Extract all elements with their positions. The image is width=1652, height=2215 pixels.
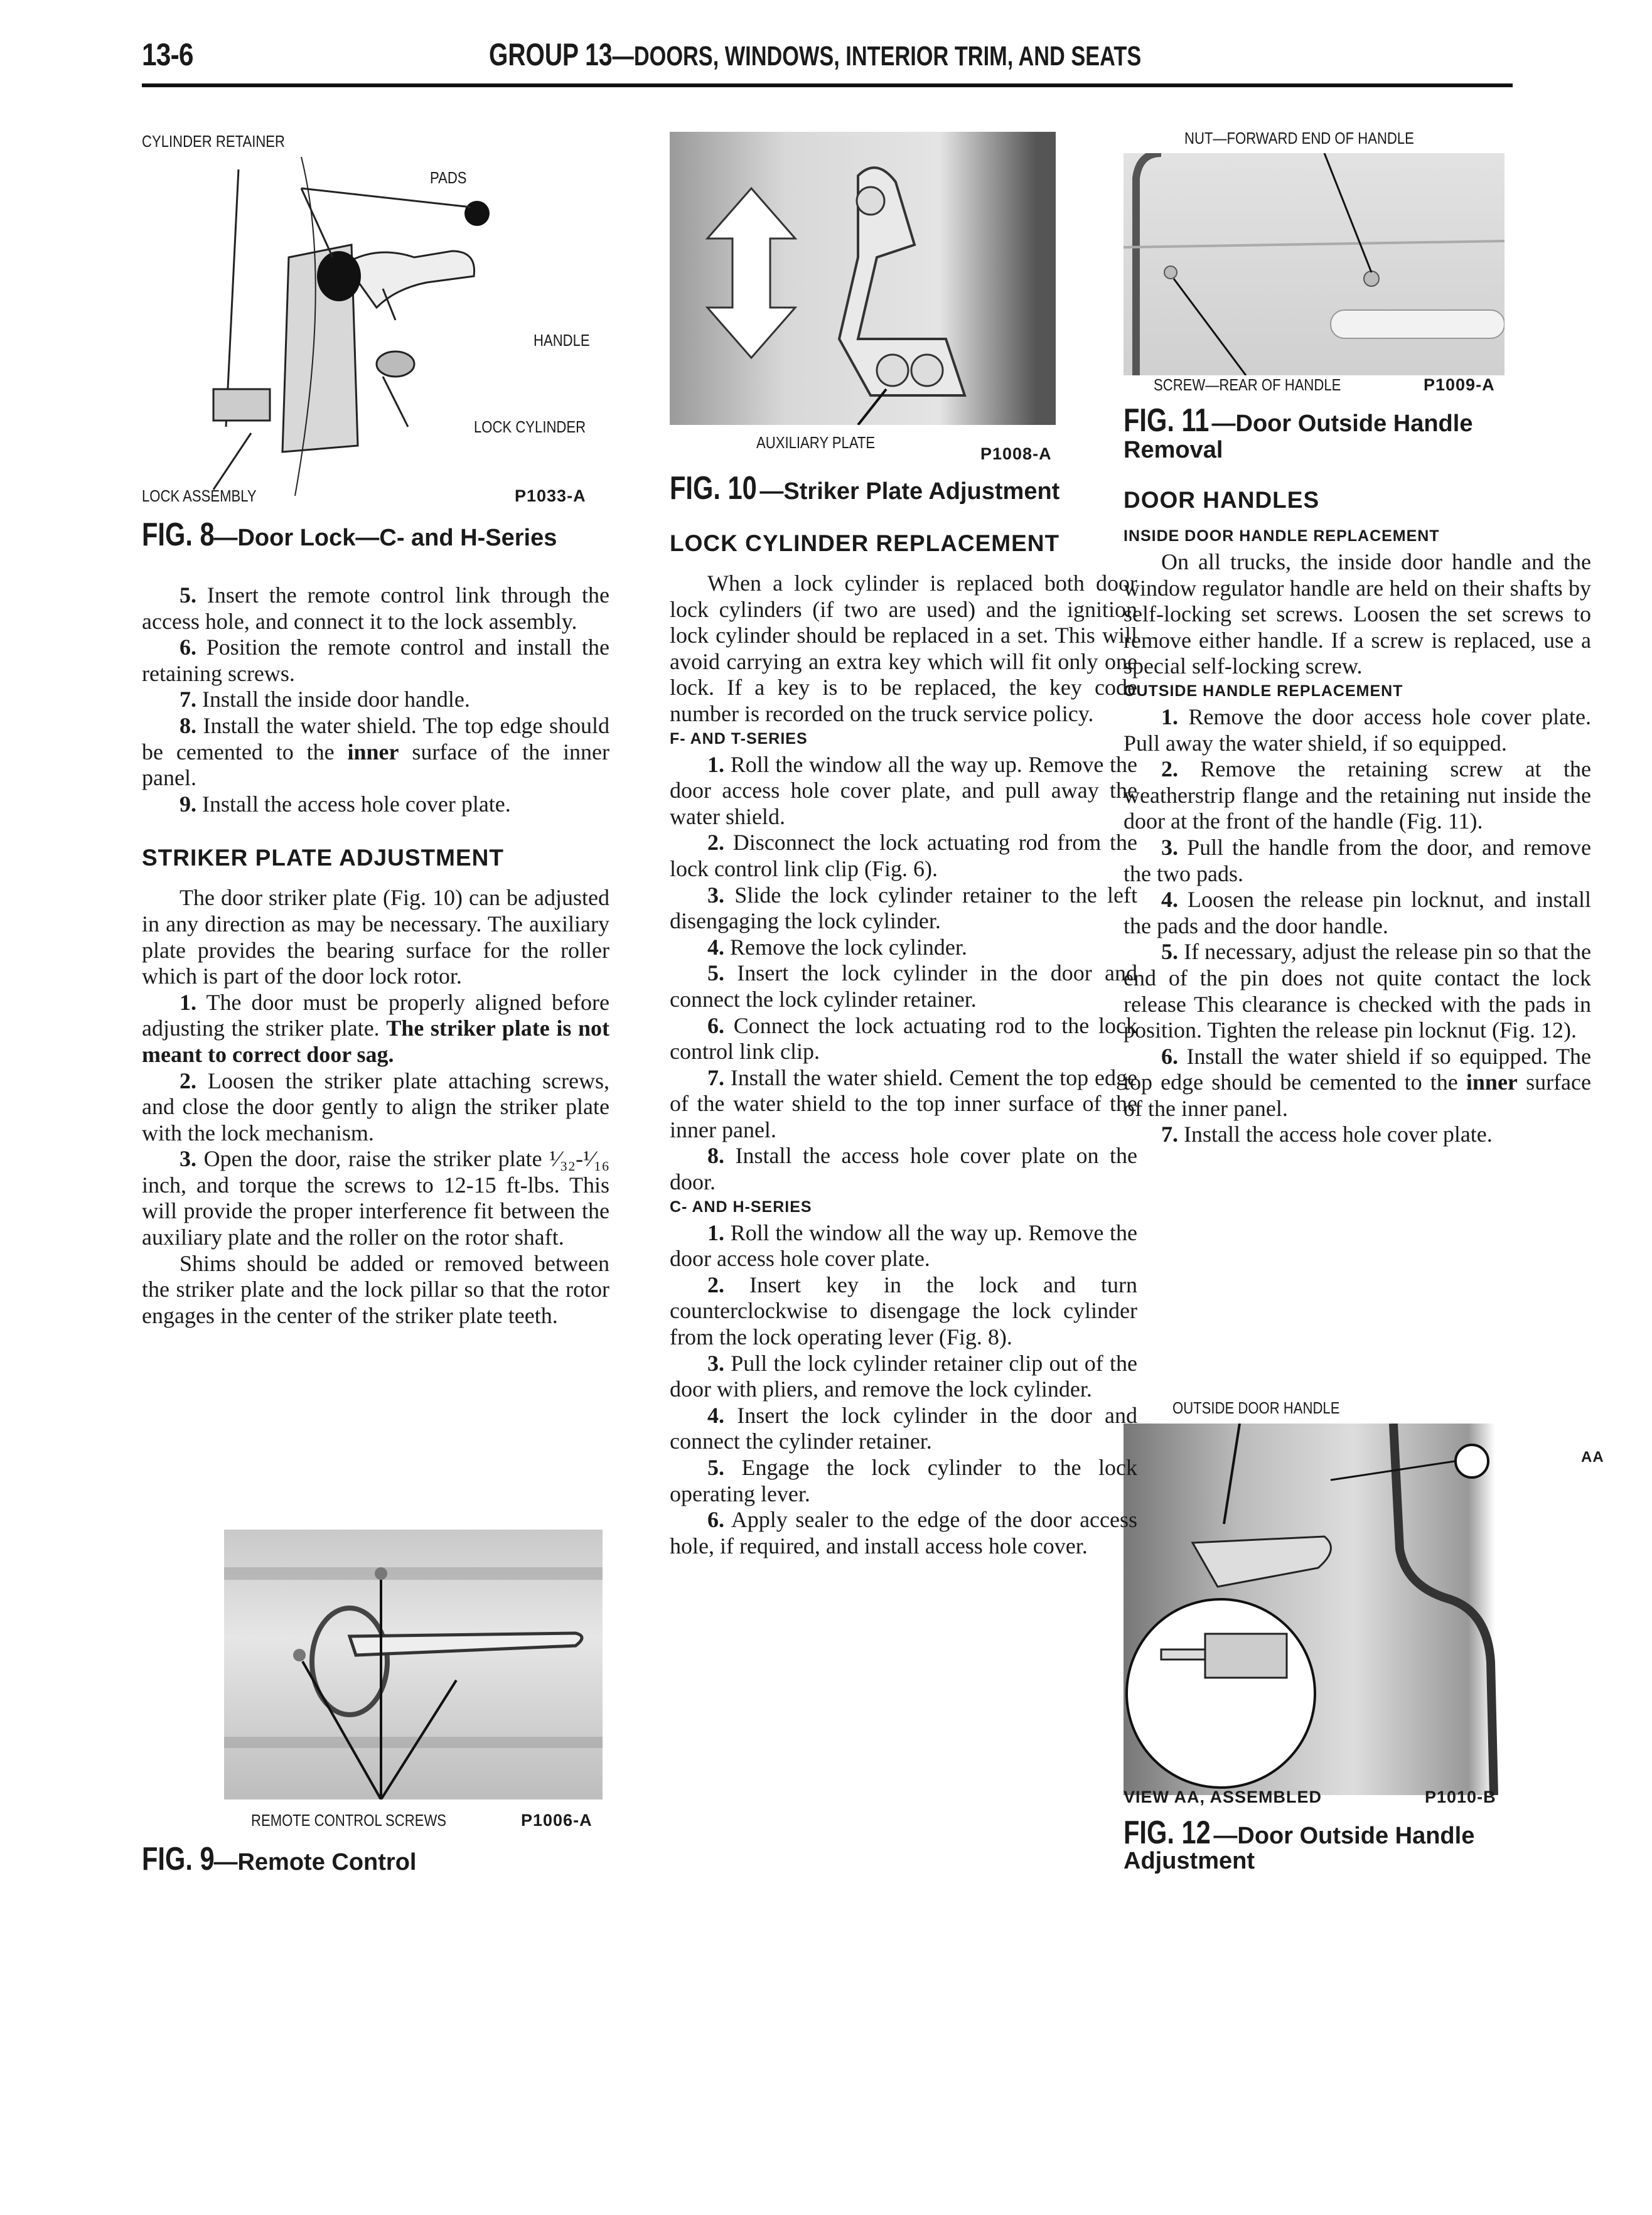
- figure-8-illustration: [188, 157, 603, 496]
- paragraph-text: Insert the remote control link through the access hole, and connect it to the lock assembly.: [142, 582, 610, 634]
- paragraph-text: Install the water shield. Cement the top edge of the water shield to the top inner surface of the inner panel.: [670, 1065, 1138, 1142]
- figure-code: P1006-A: [521, 1811, 593, 1830]
- paragraph-text: Slide the lock cylinder retainer to the left disengaging the lock cylinder.: [670, 882, 1137, 934]
- section-heading: LOCK CYLINDER REPLACEMENT: [670, 530, 1060, 556]
- step-number: 8.: [707, 1143, 724, 1169]
- step-number: 7.: [180, 687, 196, 712]
- label-auxiliary-plate: AUXILIARY PLATE: [756, 433, 876, 452]
- paragraph-text: Install the access hole cover plate.: [1184, 1122, 1493, 1147]
- paragraph: [142, 582, 609, 635]
- label-handle: HANDLE: [534, 331, 590, 350]
- figure-9-caption: [142, 1840, 416, 1878]
- label-nut-forward-end: NUT—FORWARD END OF HANDLE: [1184, 129, 1414, 147]
- label-lock-cylinder: LOCK CYLINDER: [474, 417, 586, 436]
- header-rule: [142, 83, 1513, 87]
- figure-12-caption-line2: [1124, 1848, 1255, 1875]
- paragraph-text: The door must be properly aligned before adjusting the striker plate.: [142, 989, 609, 1041]
- paragraph: [1124, 756, 1591, 835]
- paragraph-text: Loosen the striker plate attaching screws, and close the door gently to align the striker plate with the lock mechanism.: [142, 1068, 610, 1145]
- paragraph: [142, 1068, 609, 1147]
- group-title: —DOORS, WINDOWS, INTERIOR TRIM, AND SEATS: [612, 41, 1142, 72]
- paragraph: [670, 1403, 1137, 1455]
- paragraph: [670, 1507, 1137, 1559]
- step-number: 3.: [1161, 834, 1178, 860]
- step-number: 7.: [1161, 1122, 1178, 1147]
- paragraph: [1124, 1122, 1591, 1148]
- figure-number: FIG. 10: [670, 470, 757, 507]
- paragraph: [670, 935, 1137, 961]
- paragraph-text: Open the door, raise the striker plate ¹⁄₃₂-¹⁄₁₆ inch, and torque the screws to 12-15 ft-lbs. This will provide the proper interference fit between the auxiliary plate and the roller on the rotor shaft.: [142, 1146, 610, 1250]
- step-number: 1.: [707, 1220, 724, 1245]
- subsection-heading: INSIDE DOOR HANDLE REPLACEMENT: [1124, 527, 1440, 545]
- label-screw-rear: SCREW—REAR OF HANDLE: [1154, 375, 1341, 394]
- paragraph: [1124, 1044, 1591, 1122]
- step-number: 2.: [707, 1272, 724, 1297]
- paragraph: [1124, 939, 1591, 1043]
- paragraph: [142, 687, 609, 713]
- paragraph: [670, 1351, 1137, 1403]
- step-number: 4.: [1161, 887, 1178, 913]
- emphasis-text: inner: [347, 739, 399, 764]
- paragraph-text: surface of the inner panel.: [1124, 1070, 1591, 1121]
- paragraph-text: On all trucks, the inside door handle and the window regulator handle are held on their shafts by self-locking set screws. Loosen the set screws to remove either handle. If a screw is replaced, use a special self-locking screw.: [1124, 549, 1591, 679]
- label-outside-door-handle: OUTSIDE DOOR HANDLE: [1172, 1398, 1340, 1417]
- subsection-heading: F- AND T-SERIES: [670, 729, 808, 748]
- paragraph-text: When a lock cylinder is replaced both door lock cylinders (if two are used) and the ignition lock cylinder should be replaced in a set. This will avoid carrying an extra key which will fit only one lock. If a key is to be replaced, the key code number is recorded on the truck service policy.: [670, 571, 1137, 726]
- paragraph-text: Install the access hole cover plate.: [202, 791, 511, 817]
- step-number: 8.: [180, 712, 196, 738]
- paragraph-text: Insert the lock cylinder in the door and connect the lock cylinder retainer.: [670, 960, 1138, 1012]
- figure-code: P1009-A: [1424, 375, 1495, 394]
- paragraph: [1124, 549, 1591, 680]
- step-number: 2.: [707, 830, 724, 855]
- figure-9-photo: [224, 1530, 603, 1799]
- figure-number: FIG. 8: [142, 517, 215, 553]
- paragraph-text: Roll the window all the way up. Remove the door access hole cover plate.: [670, 1220, 1138, 1272]
- step-number: 1.: [707, 751, 724, 777]
- step-number: 2.: [1161, 756, 1178, 782]
- subsection-heading: C- AND H-SERIES: [670, 1198, 812, 1216]
- paragraph: [670, 571, 1137, 727]
- figure-number: FIG. 9: [142, 1841, 215, 1877]
- paragraph-text: Apply sealer to the edge of the door access hole, if required, and install access hole cover.: [670, 1507, 1138, 1558]
- paragraph-text: If necessary, adjust the release pin so that the end of the pin does not quite contact the lock release This clearance is checked with the pads in position. Tighten the release pin locknut (Fig. 12).: [1124, 939, 1592, 1043]
- step-number: 5.: [180, 582, 196, 608]
- text-column-2: [670, 530, 1137, 1559]
- paragraph-text: Loosen the release pin locknut, and install the pads and the door handle.: [1124, 887, 1591, 938]
- paragraph: [670, 1065, 1137, 1144]
- paragraph: [142, 990, 609, 1068]
- step-number: 2.: [180, 1068, 196, 1093]
- step-number: 9.: [180, 791, 196, 817]
- figure-number: FIG. 12: [1124, 1815, 1211, 1851]
- paragraph-text: Pull the lock cylinder retainer clip out of the door with pliers, and remove the lock cylinder.: [670, 1350, 1137, 1402]
- paragraph-text: Insert the lock cylinder in the door and connect the cylinder retainer.: [670, 1402, 1138, 1454]
- figure-code: P1008-A: [980, 444, 1052, 463]
- figure-10-caption: [670, 469, 1059, 507]
- paragraph-text: Roll the window all the way up. Remove the door access hole cover plate, and pull away the water shield.: [670, 751, 1138, 829]
- paragraph-text: Install the water shield. The top edge should be cemented to the: [142, 712, 609, 764]
- label-aa: AA: [1581, 1449, 1604, 1466]
- step-number: 6.: [707, 1507, 724, 1533]
- paragraph-text: Remove the door access hole cover plate. Pull away the water shield, if so equipped.: [1124, 704, 1592, 756]
- paragraph: [1124, 704, 1591, 756]
- step-number: 1.: [1161, 704, 1178, 729]
- step-number: 4.: [707, 934, 724, 960]
- section-heading: DOOR HANDLES: [1124, 487, 1320, 513]
- label-cylinder-retainer: CYLINDER RETAINER: [142, 132, 285, 151]
- label-remote-control-screws: REMOTE CONTROL SCREWS: [251, 1811, 447, 1830]
- paragraph: [670, 1455, 1137, 1507]
- paragraph: [670, 1143, 1137, 1195]
- figure-10-photo: [670, 132, 1056, 425]
- page-number: 13-6: [142, 37, 193, 72]
- figure-code: P1033-A: [515, 486, 586, 505]
- figure-number: FIG. 11: [1124, 402, 1210, 439]
- paragraph: [670, 1013, 1137, 1065]
- paragraph: [670, 960, 1137, 1012]
- paragraph-text: Remove the retaining screw at the weatherstrip flange and the retaining nut inside the door at the front of the handle (Fig. 11).: [1124, 756, 1592, 834]
- section-heading: STRIKER PLATE ADJUSTMENT: [142, 845, 504, 871]
- text-column-1: [142, 582, 609, 1329]
- figure-11-caption-line2: [1124, 437, 1223, 464]
- step-number: 5.: [707, 1455, 724, 1480]
- figure-title: —Remote Control: [213, 1849, 417, 1875]
- figure-title: —Door Outside Handle: [1211, 410, 1473, 437]
- paragraph-text: Engage the lock cylinder to the lock operating lever.: [670, 1455, 1137, 1506]
- paragraph-text: Insert key in the lock and turn counterclockwise to disengage the lock cylinder from the lock operating lever (Fig. 8).: [670, 1272, 1137, 1350]
- label-lock-assembly: LOCK ASSEMBLY: [142, 486, 257, 505]
- label-view-aa: VIEW AA, ASSEMBLED: [1124, 1788, 1322, 1806]
- paragraph-text: surface of the inner panel.: [142, 739, 609, 791]
- figure-11-caption: [1124, 402, 1472, 439]
- step-number: 6.: [707, 1012, 724, 1038]
- figure-title: —Striker Plate Adjustment: [759, 478, 1060, 505]
- emphasis-text: inner: [1466, 1070, 1518, 1095]
- page-header: [489, 36, 1141, 73]
- figure-title: Removal: [1124, 437, 1223, 463]
- paragraph: [670, 830, 1137, 882]
- paragraph-text: Install the water shield if so equipped. The top edge should be cemented to the: [1124, 1043, 1591, 1095]
- figure-11-photo: [1124, 153, 1504, 375]
- figure-12-photo: [1124, 1424, 1506, 1795]
- figure-code: P1010-B: [1425, 1788, 1496, 1806]
- paragraph-text: Install the inside door handle.: [202, 687, 470, 712]
- paragraph-text: Connect the lock actuating rod to the lock control link clip.: [670, 1012, 1138, 1065]
- step-number: 6.: [180, 635, 196, 660]
- step-number: 3.: [180, 1146, 196, 1172]
- emphasis-text: The striker plate is not meant to correct door sag.: [142, 1016, 609, 1067]
- paragraph: [670, 882, 1137, 935]
- paragraph-text: The door striker plate (Fig. 10) can be adjusted in any direction as may be necessary. The auxiliary plate provides the bearing surface for the roller which is part of the door lock rotor.: [142, 885, 609, 989]
- paragraph-text: Install the access hole cover plate on the door.: [670, 1143, 1137, 1195]
- step-number: 5.: [1161, 939, 1178, 965]
- paragraph-text: Remove the lock cylinder.: [730, 934, 967, 960]
- paragraph-text: Shims should be added or removed between the striker plate and the lock pillar so that the rotor engages in the center of the striker plate teeth.: [142, 1250, 609, 1328]
- step-number: 3.: [707, 1350, 724, 1376]
- paragraph: [142, 1146, 609, 1250]
- paragraph: [142, 1251, 609, 1329]
- paragraph: [670, 1220, 1137, 1272]
- label-pads: PADS: [430, 168, 467, 187]
- paragraph: [142, 635, 609, 687]
- paragraph: [142, 713, 609, 791]
- figure-title: Adjustment: [1124, 1848, 1255, 1874]
- paragraph: [670, 1272, 1137, 1351]
- figure-title: —Door Lock—C- and H-Series: [213, 525, 557, 551]
- step-number: 5.: [707, 960, 724, 986]
- subsection-heading: OUTSIDE HANDLE REPLACEMENT: [1124, 682, 1403, 700]
- step-number: 6.: [1161, 1043, 1178, 1069]
- text-column-3: [1124, 487, 1591, 1148]
- paragraph: [1124, 835, 1591, 887]
- step-number: 7.: [707, 1065, 724, 1090]
- step-number: 3.: [707, 882, 724, 908]
- paragraph-text: Disconnect the lock actuating rod from the lock control link clip (Fig. 6).: [670, 830, 1138, 881]
- step-number: 1.: [180, 989, 196, 1015]
- paragraph-text: Pull the handle from the door, and remove the two pads.: [1124, 834, 1591, 886]
- figure-12-caption: [1124, 1814, 1474, 1852]
- paragraph: [142, 885, 609, 989]
- figure-title: —Door Outside Handle: [1213, 1823, 1475, 1849]
- paragraph: [1124, 887, 1591, 939]
- step-number: 4.: [707, 1402, 724, 1428]
- paragraph-text: Position the remote control and install the retaining screws.: [142, 635, 609, 686]
- paragraph: [142, 791, 609, 818]
- figure-8-caption: [142, 516, 557, 554]
- paragraph: [670, 752, 1137, 830]
- group-label: GROUP 13: [489, 37, 613, 72]
